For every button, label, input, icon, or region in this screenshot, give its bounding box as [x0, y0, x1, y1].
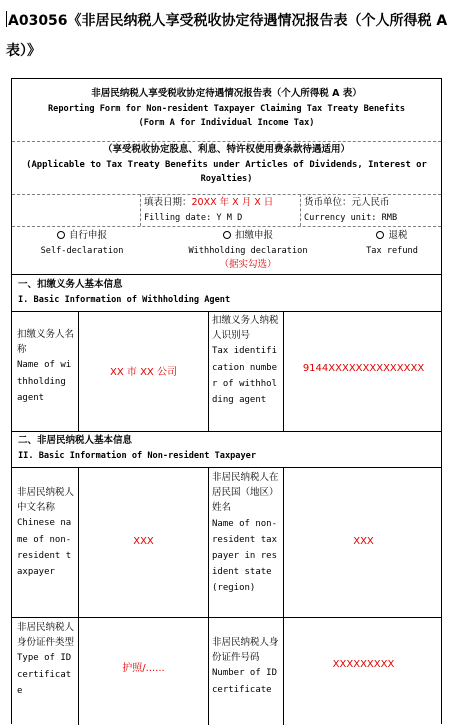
cell-border [208, 467, 209, 725]
option-note: （据实勾选） [219, 259, 277, 270]
form-title-cn: 非居民纳税人享受税收协定待遇情况报告表（个人所得税 A 表） [91, 88, 362, 99]
section2-title [18, 434, 256, 463]
form-subtitle-block [12, 143, 441, 187]
withholding-agent-name-label: 扣缴义务人名称 Name of withholding agent [17, 329, 75, 403]
option-label-cn: 自行申报 [68, 230, 107, 241]
withholding-agent-name-value[interactable]: XX 市 XX 公司 [110, 367, 177, 378]
section1-title-en: I. Basic Information of Withholding Agent [18, 294, 231, 305]
section2-title-cn: 二、非居民纳税人基本信息 [18, 435, 133, 446]
option-tax-refund[interactable] [342, 229, 442, 258]
id-type-value[interactable]: 护照/...... [122, 663, 165, 674]
option-withholding-declaration[interactable] [178, 229, 318, 273]
taxpayer-chinese-name-label: 非居民纳税人中文名称 Chinese name of non-resident taxpayer [17, 487, 75, 578]
taxpayer-chinese-name-value[interactable]: XXX [133, 536, 154, 547]
currency-unit [304, 196, 397, 225]
withholding-agent-tin-value[interactable]: 9144XXXXXXXXXXXXXX [302, 363, 425, 374]
text-cursor [6, 11, 7, 27]
id-type-label: 非居民纳税人身份证件类型 Type of ID certificate [17, 622, 75, 696]
form-subtitle-cn: （享受税收协定股息、利息、特许权使用费条款待遇适用） [102, 144, 350, 155]
section2-title-en: II. Basic Information of Non-resident Taxpayer [18, 450, 256, 461]
currency-en: Currency unit: RMB [304, 212, 398, 223]
cell-border [208, 311, 209, 431]
divider [140, 194, 141, 226]
section-border [12, 311, 441, 312]
divider [300, 194, 301, 226]
report-form [11, 78, 442, 724]
taxpayer-resident-name-value[interactable]: XXX [353, 536, 374, 547]
option-label-cn: 退税 [388, 230, 408, 241]
taxpayer-resident-name-label: 非居民纳税人在居民国（地区）姓名 Name of non-resident taxpayer in resident state (region) [212, 472, 279, 594]
section1-title-cn: 一、扣缴义务人基本信息 [18, 279, 123, 290]
fill-date-label-cn: 填表日期： [144, 197, 192, 208]
divider [12, 194, 441, 195]
radio-circle-icon[interactable] [223, 231, 231, 239]
option-label-cn: 扣缴申报 [234, 230, 273, 241]
withholding-agent-tin-label: 扣缴义务人纳税人识别号 Tax identification number of withholding agent [212, 315, 279, 406]
form-subtitle-en-1: (Applicable to Tax Treaty Benefits under Articles of Dividends, Interest or [26, 159, 427, 170]
currency-cn: 货币单位：元人民币 [304, 197, 390, 208]
section-border [12, 274, 441, 275]
fill-date-value: 20XX 年 X 月 X 日 [191, 197, 274, 208]
form-title-en-2: (Form A for Individual Income Tax) [138, 118, 315, 128]
form-title-en-1: Reporting Form for Non-resident Taxpayer Claiming Tax Treaty Benefits [48, 103, 405, 114]
document-title [6, 6, 464, 66]
section1-title [18, 278, 230, 307]
id-number-label: 非居民纳税人身份证件号码 Number of ID certificate [212, 637, 279, 695]
form-subtitle-en-2: Royalties) [200, 174, 253, 184]
option-label-en: Self-declaration [40, 245, 124, 256]
id-number-value[interactable]: XXXXXXXXX [332, 659, 395, 670]
divider [12, 141, 441, 142]
section-border [12, 431, 441, 432]
divider [12, 226, 441, 227]
row-border [12, 617, 441, 618]
radio-circle-icon[interactable] [376, 231, 384, 239]
document-title-text: A03056《非居民纳税人享受税收协定待遇情况报告表（个人所得税 A 表）》 [6, 13, 448, 59]
option-label-en: Withholding declaration [188, 245, 308, 256]
option-label-en: Tax refund [366, 245, 418, 256]
cell-border [283, 467, 284, 725]
fill-date-label-en: Filling date: Y M D [144, 212, 243, 223]
form-title-block [12, 87, 441, 131]
section-border [12, 467, 441, 468]
option-self-declaration[interactable] [14, 229, 150, 258]
fill-date [144, 196, 273, 225]
cell-border [78, 467, 79, 725]
radio-circle-icon[interactable] [57, 231, 65, 239]
